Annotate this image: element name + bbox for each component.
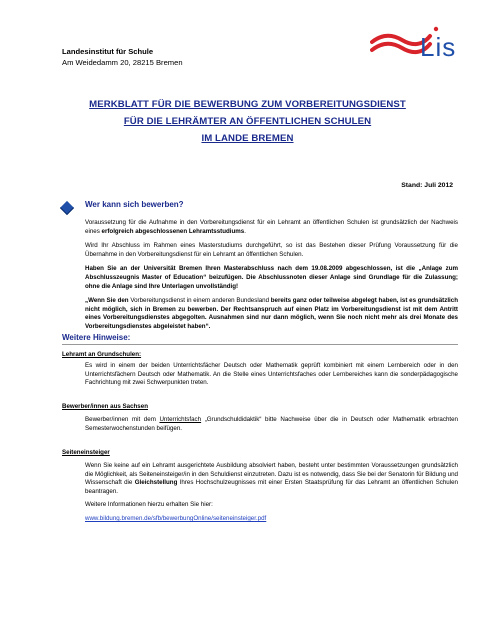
institute-address-block [62, 46, 183, 68]
info-pdf-link[interactable]: www.bildung.bremen.de/sfb/bewerbungOnline/seiteneinsteiger.pdf [85, 514, 267, 522]
text-span: Vorbereitungsdienst in einem anderen Bundesland [130, 297, 271, 305]
text-span-bold: „Wenn Sie den [85, 297, 131, 305]
paragraph-uni-bremen: Haben Sie an der Universität Bremen Ihren Masterabschluss nach dem 19.08.2009 abgeschlossen, ist die „Anlage zum Abschlusszeugnis Master of Education“ beizufügen. Die Abschlussnoten dieser Anlage sind Grundlage für die Zulassung; ohne die Anlage sind Ihre Unterlagen unvollständig! [85, 265, 458, 290]
section-who-can-apply-body [85, 219, 458, 338]
title-line-1: MERKBLATT FÜR DIE BEWERBUNG ZUM VORBEREITUNGSDIENST [89, 99, 406, 110]
text-span-underlined: Unterrichtsfach [159, 416, 202, 423]
text-span: Wenn Sie keine auf ein Lehramt ausgerichtete Ausbildung absolviert haben, besteht unter bestimmten Voraussetzungen grundsätzlich die Möglichkeit, als Seiteneinsteiger/in in den Schuldienst einzutreten. Dazu ist es notwendig, dass Sie bei der Senatorin für Bildung und Wissenschaft die [85, 462, 458, 487]
section-heading-further-notes: Weitere Hinweise: [62, 333, 131, 342]
institute-name: Landesinstitut für Schule [62, 47, 154, 56]
subheading-lateral-entry: Seiteneinsteiger [62, 449, 110, 456]
section-heading-who-can-apply: Wer kann sich bewerben? [85, 200, 184, 209]
subheading-colon: : [139, 351, 142, 358]
paragraph-other-state [85, 297, 458, 331]
diamond-bullet-icon [60, 201, 74, 215]
document-title [40, 96, 455, 147]
text-saxony [85, 416, 458, 433]
lis-logo [370, 22, 456, 66]
paragraph-master: Wird Ihr Abschluss im Rahmen eines Masterstudiums durchgeführt, so ist das Bestehen dieser Prüfung Voraussetzung für die Übernahme in den Vorbereitungsdienst für ein Lehramt an öffentlichen Schulen. [85, 242, 458, 258]
institute-address: Am Weidedamm 20, 28215 Bremen [62, 58, 183, 67]
paragraph-lateral-entry [85, 462, 458, 496]
paragraph-more-info: Weitere Informationen hierzu erhalten Sie hier: [85, 501, 213, 509]
text-span: Ihres Hochschulzeugnisses mit einer Ersten Staatsprüfung für das Lehramt an öffentlichen Schulen beantragen. [85, 479, 458, 495]
paragraph-link [85, 515, 458, 524]
text-span: Voraussetzung für die Aufnahme in den Vorbereitungsdienst für ein Lehramt an öffentlichen Schulen ist grundsätzlich der Nachweis eines [85, 219, 458, 235]
section-divider [62, 344, 458, 345]
paragraph-requirement [85, 219, 458, 236]
subheading-saxony: Bewerber/innen aus Sachsen [62, 403, 148, 410]
text-span-bold: Gleichstellung [134, 479, 178, 487]
text-span: Bewerber/innen mit dem [85, 416, 160, 423]
text-span: . [244, 227, 246, 235]
subheading-text: Lehramt an Grundschulen [62, 351, 140, 358]
title-line-3: IM LANDE BREMEN [201, 133, 294, 144]
text-primary-school: Es wird in einem der beiden Unterrichtsfächer Deutsch oder Mathematik geprüft kombiniert mit einem Lernbereich oder in den Unterrichtsfächern Deutsch oder Mathematik. An die Stelle eines Unterrichtsfaches oder Lernbereiches kann die sonderpädagogische Fachrichtung mit zwei Schwerpunkten treten. [85, 362, 458, 387]
stand-date: Stand: Juli 2012 [401, 182, 453, 189]
svg-text:Lis: Lis [420, 32, 456, 62]
text-span-bold: erfolgreich abgeschlossenen Lehramtsstudiums [101, 227, 245, 235]
subheading-primary-school [62, 351, 141, 358]
text-lateral-entry [85, 462, 458, 529]
text-span-bold: bereits ganz oder teilweise abgelegt haben, ist es grundsätzlich nicht möglich, sich in Bremen zu bewerben. Der Rechtsanspruch auf einen Platz im Vorbereitungsdienst ist mit dem Antritt eines Vorbereitungsdienstes abgegolten. Ausnahmen sind nur dann möglich, wenn Sie noch nicht mehr als drei Monate des Vorbereitungsdienstes abgeleistet haben“. [85, 297, 458, 330]
text-span: „Grundschuldidaktik“ bitte Nachweise über die in Deutsch oder Mathematik erbrachten Semesterwochenstunden beifügen. [85, 416, 458, 432]
title-line-2: FÜR DIE LEHRÄMTER AN ÖFFENTLICHEN SCHULEN [123, 116, 372, 127]
